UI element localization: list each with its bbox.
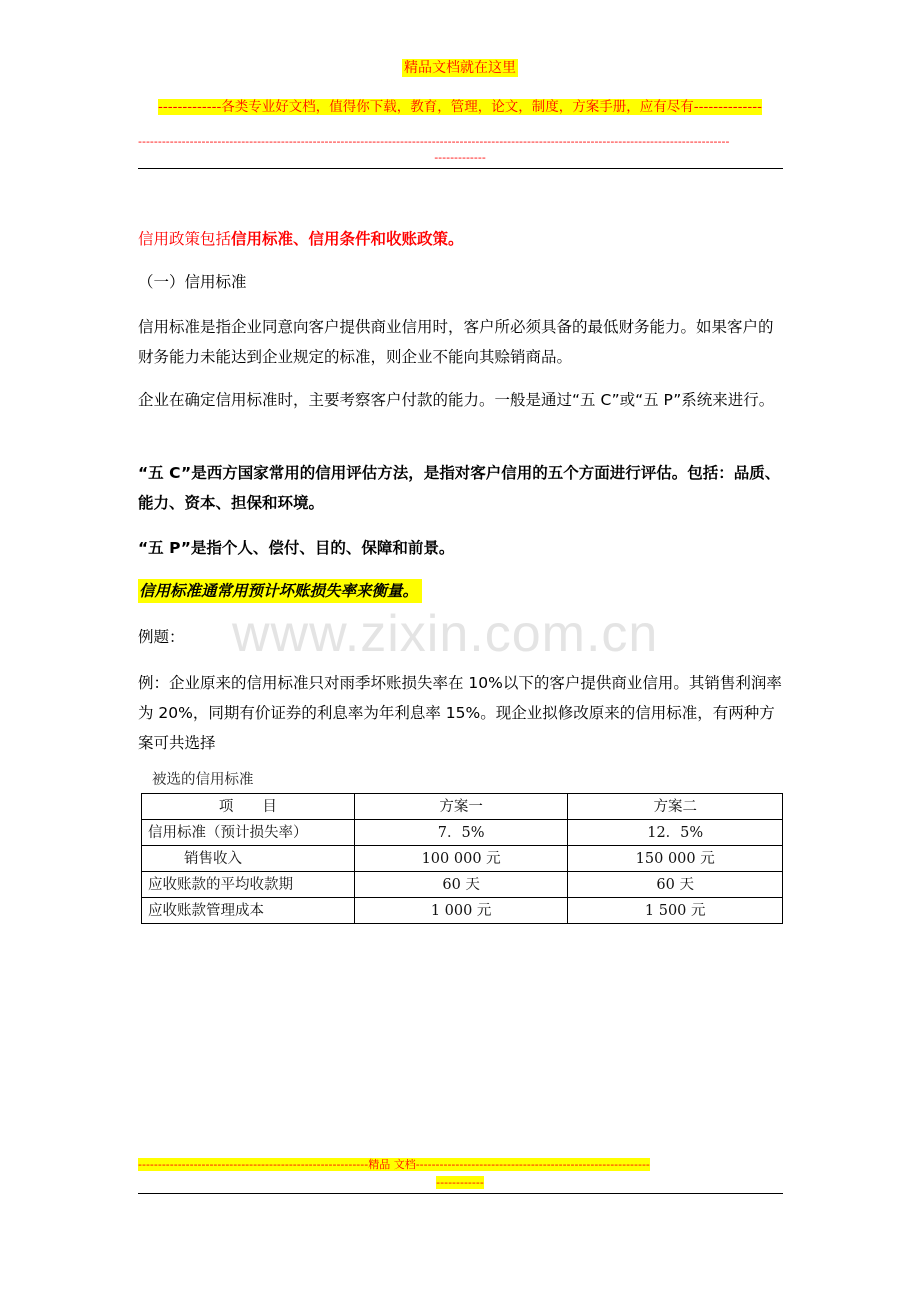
header-subtitle (0, 97, 920, 117)
header-cell-plan-1: 方案一 (354, 794, 568, 820)
header-dash-line: ----------------------------------------------------------------------------------------------------------------------------------------------------- (138, 135, 730, 148)
table-header-row (142, 794, 783, 820)
footer-line-2 (0, 1176, 920, 1190)
plan-1-value: 7．5% (354, 820, 568, 846)
plan-2-value: 150 000 元 (568, 846, 783, 872)
highlighted-note (138, 576, 783, 606)
footer-line-text: ----------------------------------------------------------精品 文档----------------------------------------------------------- (138, 1158, 650, 1171)
intro-bold: 信用标准、信用条件和收账政策。 (231, 230, 464, 248)
table-row (142, 820, 783, 846)
plan-2-value: 1 500 元 (568, 898, 783, 924)
credit-standard-table (141, 793, 783, 924)
header-cell-item: 项 目 (142, 794, 355, 820)
highlighted-note-text: 信用标准通常用预计坏账损失率来衡量。 (138, 579, 422, 603)
plan-1-value: 1 000 元 (354, 898, 568, 924)
table-row (142, 846, 783, 872)
table-caption: 被选的信用标准 (152, 772, 254, 788)
plan-1-value: 100 000 元 (354, 846, 568, 872)
header-subtitle-text: -------------各类专业好文档，值得你下载，教育，管理，论文，制度，方案手册，应有尽有-------------- (157, 99, 763, 115)
row-label: 销售收入 (142, 846, 355, 872)
row-label: 应收账款管理成本 (142, 898, 355, 924)
five-c-paragraph: “五 C”是西方国家常用的信用评估方法，是指对客户信用的五个方面进行评估。包括：品质、能力、资本、担保和环境。 (138, 464, 781, 512)
five-c-five-p-paragraph: 企业在确定信用标准时，主要考察客户付款的能力。一般是通过“五 C”或“五 P”系统来进行。 (138, 391, 775, 409)
table-row (142, 872, 783, 898)
example-paragraph: 例：企业原来的信用标准只对雨季坏账损失率在 10%以下的客户提供商业信用。其销售利润率为 20%，同期有价证券的利息率为年利息率 15%。现企业拟修改原来的信用标准，有两种方案可共选择 (138, 674, 782, 752)
plan-2-value: 12．5% (568, 820, 783, 846)
footer-line-2-text: ------------ (436, 1176, 484, 1189)
row-label: 应收账款的平均收款期 (142, 872, 355, 898)
definition-paragraph: 信用标准是指企业同意向客户提供商业信用时，客户所必须具备的最低财务能力。如果客户的财务能力未能达到企业规定的标准，则企业不能向其赊销商品。 (138, 318, 774, 366)
footer-divider (138, 1193, 783, 1194)
row-label: 信用标准（预计损失率） (142, 820, 355, 846)
table-row (142, 898, 783, 924)
plan-2-value: 60 天 (568, 872, 783, 898)
header-cell-plan-2: 方案二 (568, 794, 783, 820)
intro-paragraph (138, 224, 783, 254)
intro-prefix: 信用政策包括 (138, 230, 232, 248)
footer-line (138, 1158, 783, 1172)
plan-1-value: 60 天 (354, 872, 568, 898)
five-p-paragraph: “五 P”是指个人、偿付、目的、保障和前景。 (138, 539, 455, 557)
header-dash-line-2: ------------- (434, 151, 486, 164)
header-title (0, 58, 920, 78)
header-divider (138, 168, 783, 169)
section-heading: （一）信用标准 (138, 273, 247, 291)
header-title-text: 精品文档就在这里 (404, 60, 516, 76)
example-label: 例题： (138, 628, 185, 646)
watermark: www.zixin.com.cn (232, 605, 659, 663)
